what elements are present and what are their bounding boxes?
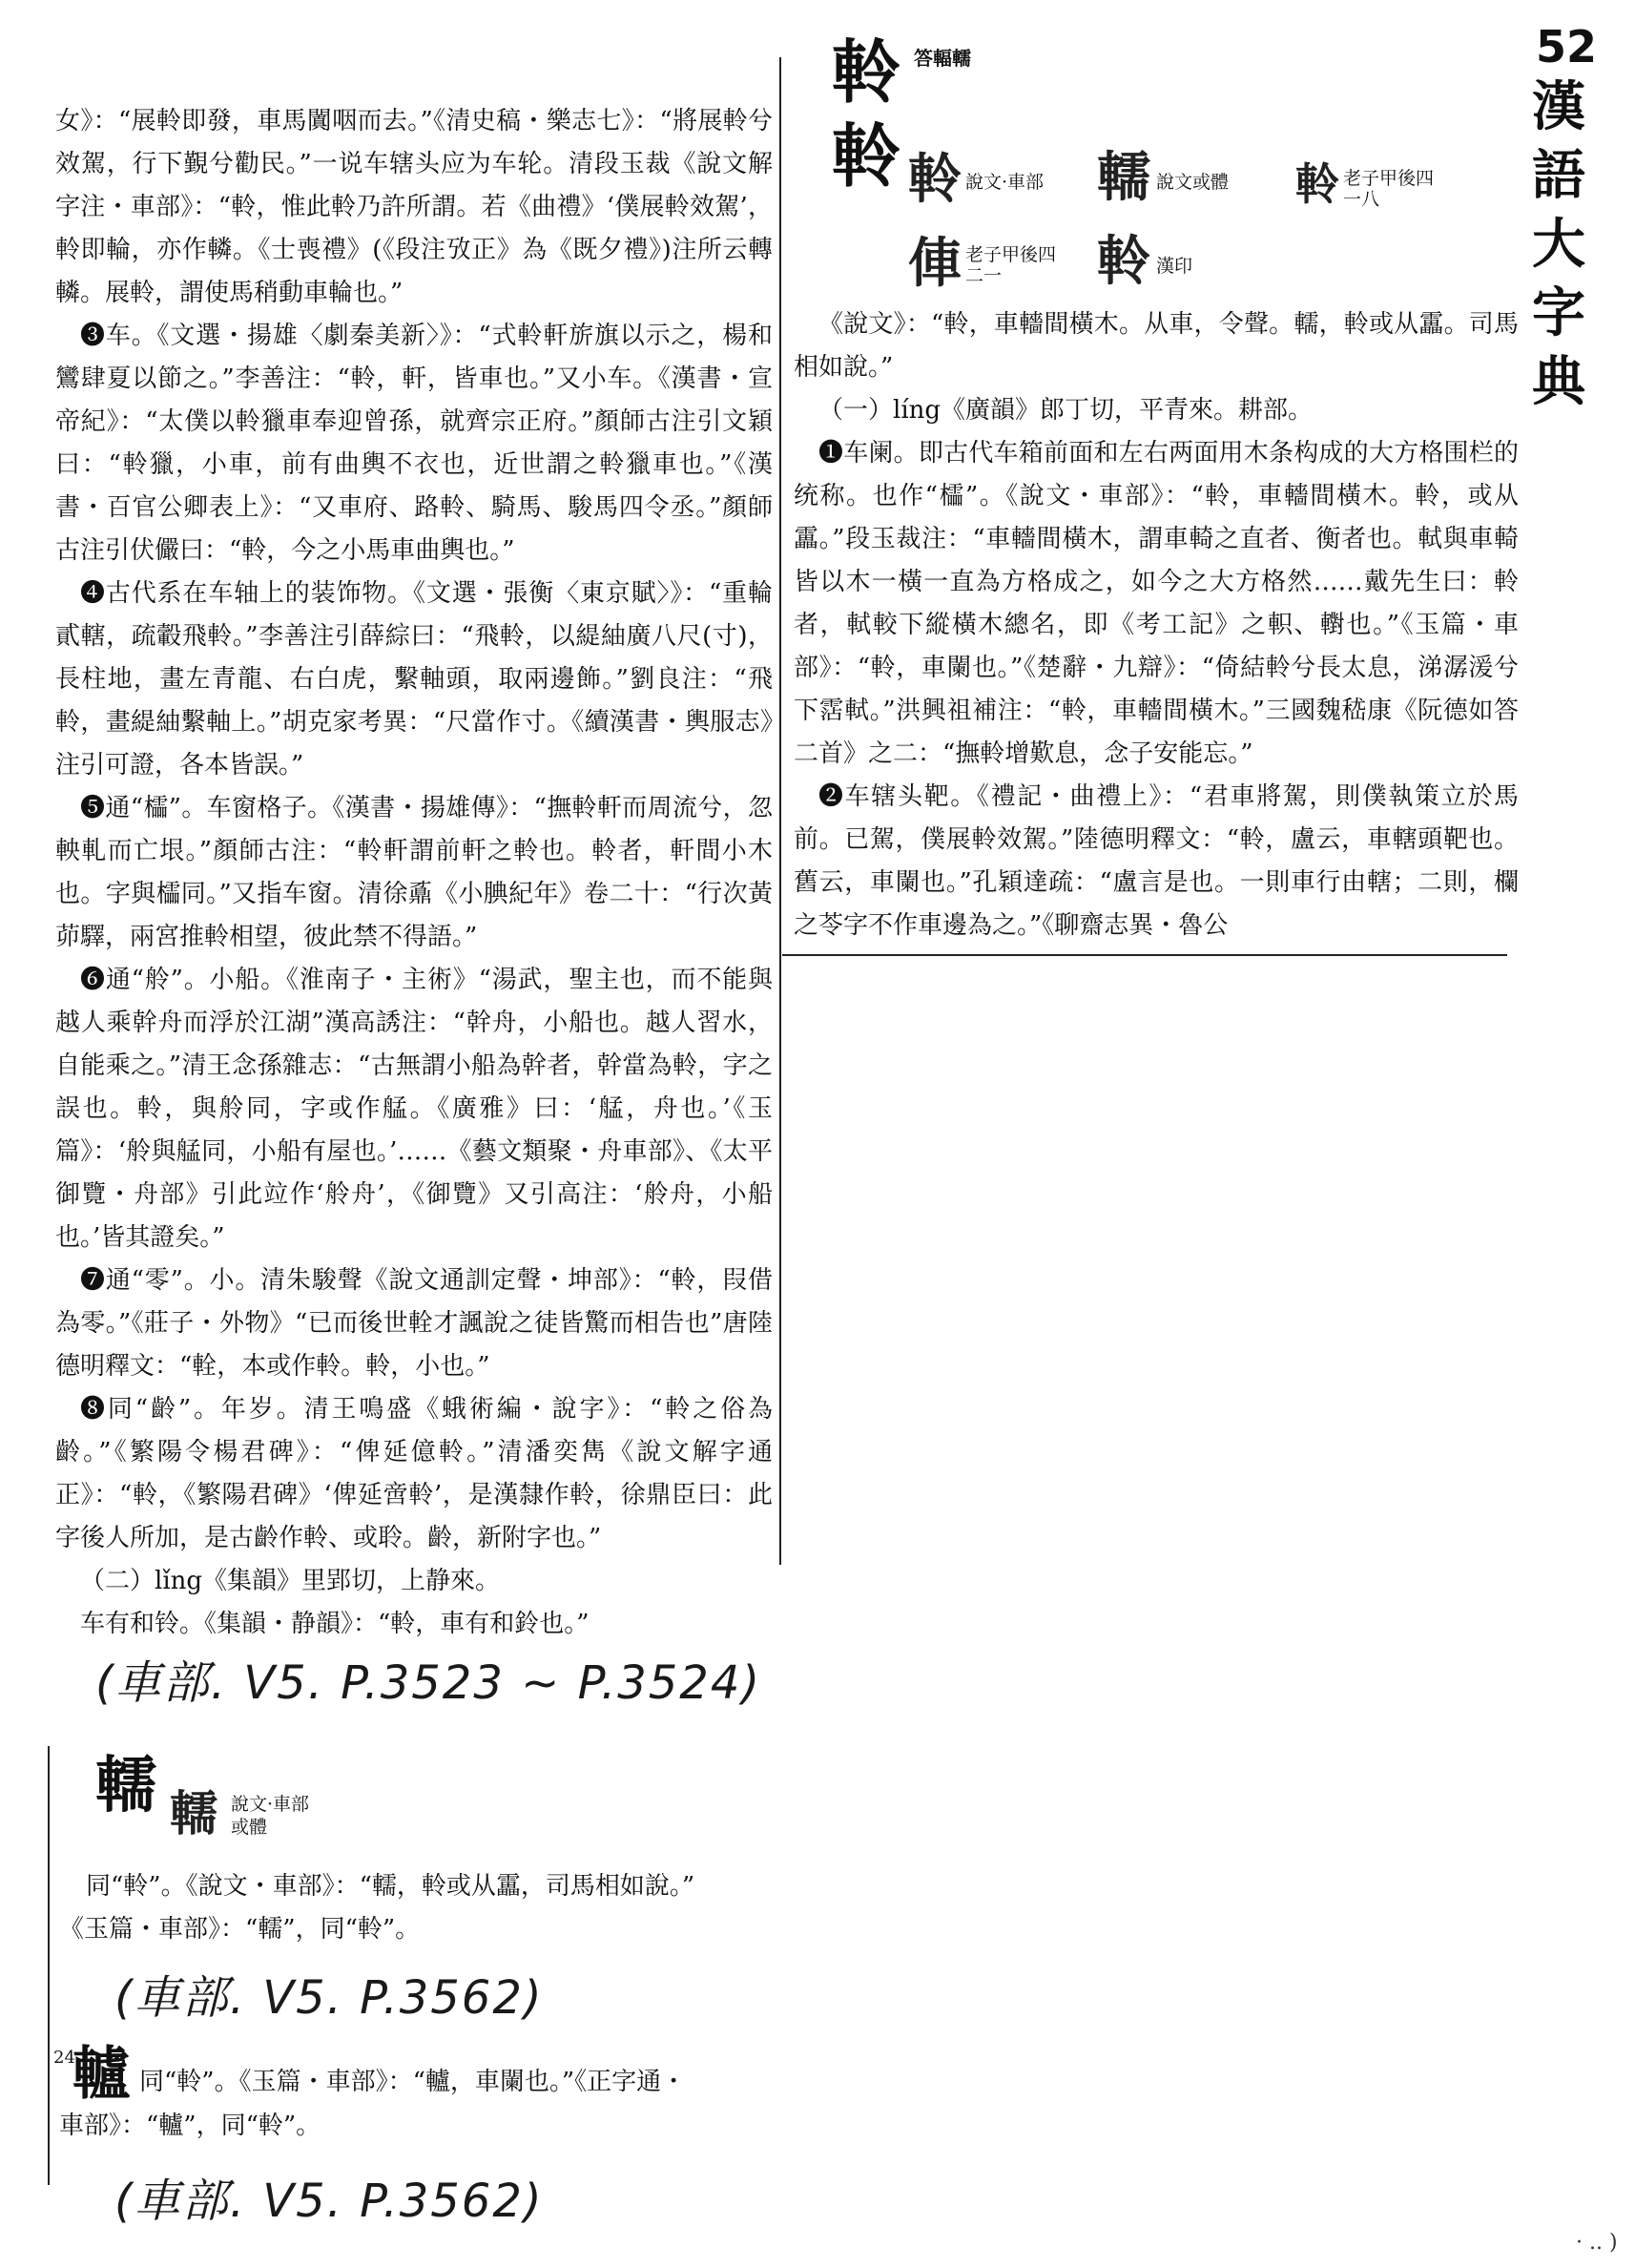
right-column-rule	[782, 954, 1507, 956]
seal-form-glyph: 俥	[908, 232, 962, 295]
handwritten-reference: (車部. V5. P.3523 ~ P.3524)	[95, 1656, 762, 1710]
left-paragraph: ❺通“櫺”。车窗格子。《漢書・揚雄傳》：“撫軨軒而周流兮，忽軮軋而亡垠。”顏師古注：“軨軒謂前軒之軨也。軨者，軒間小木也。字與櫺同。”又指车窗。清徐鼒《小腆紀年》卷二十：“行次黃茆驛，兩宮推軨相望，彼此禁不得語。”	[55, 794, 773, 951]
book-title	[1532, 73, 1585, 416]
left-paragraph: ❻通“舲”。小船。《淮南子・主術》“湯武，聖主也，而不能與越人乘幹舟而浮於江湖”漢高誘注：“幹舟，小船也。越人習水，自能乘之。”清王念孫雜志：“古無謂小船為幹者，幹當為軨，字之誤也。軨，與舲同，字或作艋。《廣雅》曰：‘艋，舟也。’《玉篇》：‘舲與艋同，小船有屋也。’……《藝文類聚・舟車部》、《太平御覽・舟部》引此竝作‘舲舟’，《御覽》又引高注：‘舲舟，小船也。’皆其證矣。”	[55, 966, 773, 1252]
seal-form-glyph: 轜	[170, 1785, 217, 1841]
left-paragraph: 车有和铃。《集韻・静韻》：“軨，車有和鈴也。”	[80, 1610, 590, 1638]
book-title-char: 漢	[1532, 75, 1585, 138]
entry-headword-variant: 軨	[832, 115, 901, 197]
left-paragraph: ❽同“齡”。年岁。清王鳴盛《蛾術編・說字》：“軨之俗為齡。”《繁陽令楊君碑》：“俾延億軨。”清潘奕雋《說文解字通正》：“軨，《繁陽君碑》‘俾延啻軨’，是漢隸作軨，徐鼎臣曰：此字後人所加，是古齡作軨、或聆。齡，新附字也。”	[55, 1395, 773, 1552]
right-column	[794, 303, 1519, 947]
column-divider	[779, 57, 781, 1565]
right-paragraph: ❶车阑。即古代车箱前面和左右两面用木条构成的大方格围栏的统称。也作“櫺”。《說文・車部》：“軨，車轖間橫木。軨，或从靁。”段玉裁注：“車轖間橫木，謂車輢之直者、衡者也。軾與車輢皆以木一橫一直為方格成之，如今之大方格然……戴先生曰：軨者，軾較下縱橫木總名，即《考工記》之軹、轛也。”《玉篇・車部》：“軨，車闌也。”《楚辭・九辯》：“倚結軨兮長太息，涕潺湲兮下霑軾。”洪興祖補注：“軨，車轖間橫木。”三國魏嵇康《阮德如答二首》之二：“撫軨增歎息，念子安能忘。”	[794, 439, 1519, 768]
seal-form-label: 老子甲後四一八	[1343, 168, 1435, 210]
right-paragraph: ❷车辖头靶。《禮記・曲禮上》：“君車將駕，則僕執策立於馬前。已駕，僕展軨效駕。”陸德明釋文：“軨，盧云，車轄頭靶也。舊云，車闌也。”孔穎達疏：“盧言是也。一則車行由轄；二則，欄之苓字不作車邊為之。”《聊齋志異・魯公	[794, 782, 1519, 940]
entry-headword: 軨	[832, 31, 901, 113]
entry-ling2-text: 同“軨”。《玉篇・車部》：“轤，車闌也。”《正字通・	[139, 2068, 687, 2096]
entry-lei-headword: 轜	[95, 1750, 156, 1821]
seal-form-glyph: 軨	[908, 148, 962, 211]
right-paragraph: （一）líng《廣韻》郎丁切，平青來。耕部。	[818, 396, 1314, 425]
left-paragraph: ❸车。《文選・揚雄〈劇秦美新〉》：“式軨軒旂旗以示之，楊和鸞肆夏以節之。”李善注：“軨，軒，皆車也。”又小车。《漢書・宣帝紀》：“太僕以軨獵車奉迎曾孫，就齊宗正府。”顏師古注引文穎曰：“軨獵，小車，前有曲輿不衣也，近世謂之軨獵車也。”《漢書・百官公卿表上》：“又車府、路軨、騎馬、駿馬四令丞。”顏師古注引伏儼曰：“軨，今之小馬車曲輿也。”	[55, 322, 773, 565]
seal-form-glyph: 軨	[1295, 158, 1339, 210]
left-paragraph: ❼通“零”。小。清朱駿聲《說文通訓定聲・坤部》：“軨，叚借為零。”《莊子・外物》“已而後世輇才諷說之徒皆驚而相告也”唐陸德明釋文：“輇，本或作軨。軨，小也。”	[55, 1266, 773, 1381]
scan-mark-number: 24	[53, 2048, 75, 2068]
left-paragraph: 女》：“展軨即發，車馬闐咽而去。”《清史稿・樂志七》：“將展軨兮效駕，行下覲兮勸民。”一说车辖头应为车轮。清段玉裁《說文解字注・車部》：“軨，惟此軨乃許所謂。若《曲禮》‘僕展軨效駕’，軨即輪，亦作轔。《士喪禮》(《段注攷正》為《既夕禮》)注所云轉轔。展軨，謂使馬稍動車輪也。”	[55, 107, 773, 307]
entry-lei-text: 《玉篇・車部》：“轜”，同“軨”。	[59, 1915, 421, 1944]
book-title-char: 典	[1532, 350, 1585, 413]
right-paragraph: 《說文》：“軨，車轖間橫木。从車，令聲。轜，軨或从靁。司馬相如說。”	[794, 310, 1519, 382]
seal-form-label: 說文·車部	[231, 1794, 310, 1815]
handwritten-reference: (車部. V5. P.3562)	[114, 2174, 544, 2228]
entry-ling2-text: 車部》：“轤”，同“軨”。	[59, 2112, 321, 2140]
clipping-edge	[48, 1746, 50, 2185]
seal-form-glyph: 轜	[1097, 146, 1150, 209]
book-title-char: 字	[1532, 281, 1585, 344]
book-title-char: 語	[1532, 144, 1585, 207]
entry-ling2-headword: 轤	[72, 2041, 130, 2108]
left-paragraph: ❹古代系在车轴上的装饰物。《文選・張衡〈東京賦〉》：“重輪貳轄，疏轂飛軨。”李善注引薛綜曰：“飛軨，以緹紬廣八尺(寸)，長柱地，畫左青龍、右白虎，繫軸頭，取兩邊飾。”劉良注：“飛軨，畫緹紬繫軸上。”胡克家考異：“尺當作寸。《續漢書・輿服志》注引可證，各本皆誤。”	[55, 579, 773, 780]
seal-form-label: 老子甲後四二一	[965, 244, 1057, 286]
left-column	[55, 100, 773, 1646]
variant-note: 答輻轜	[914, 47, 971, 70]
page-number: 52	[1536, 21, 1598, 73]
seal-form-label: 漢印	[1156, 256, 1193, 277]
seal-form-label: 說文·車部	[965, 172, 1045, 193]
left-paragraph: （二）lǐng《集韻》里郢切，上静來。	[80, 1567, 501, 1595]
corner-scan-mark: · .. )	[1576, 2231, 1618, 2255]
book-title-char: 大	[1532, 213, 1585, 276]
entry-lei-text: 同“軨”。《說文・車部》：“轜，軨或从靁，司馬相如說。”	[86, 1872, 695, 1901]
seal-form-label: 說文或體	[1156, 172, 1230, 193]
seal-form-glyph: 軨	[1097, 230, 1150, 293]
seal-form-label: 或體	[231, 1817, 268, 1838]
handwritten-reference: (車部. V5. P.3562)	[114, 1971, 544, 2025]
